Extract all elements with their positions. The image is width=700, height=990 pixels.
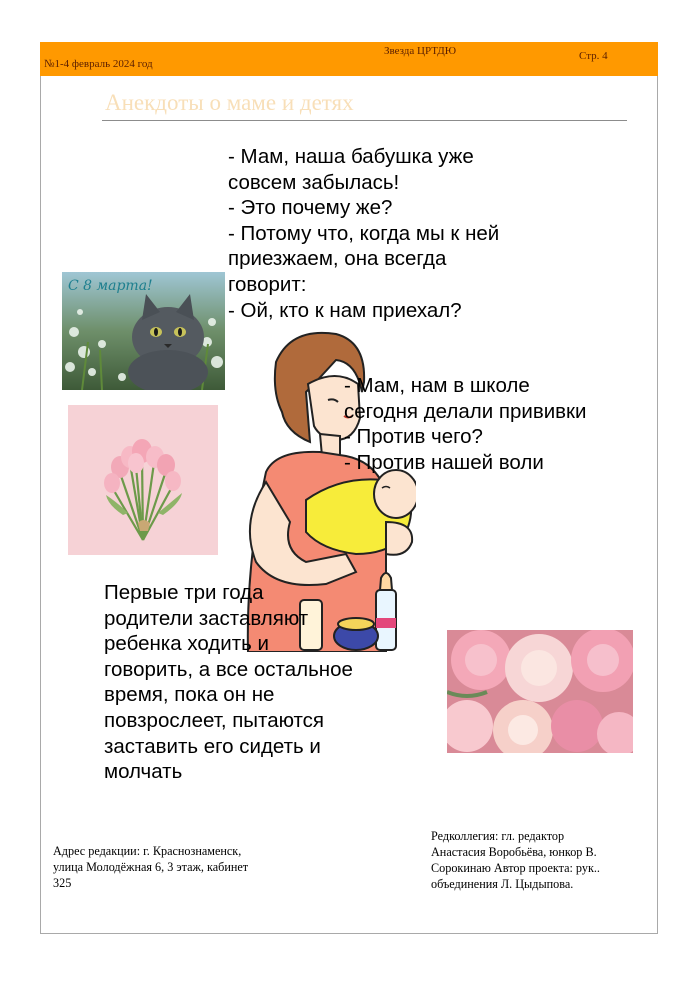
joke-grandma [228,144,499,323]
page-number: Стр. 4 [579,50,608,62]
header-bar [40,42,658,76]
peonies-image [447,630,633,753]
joke-line: заставить его сидеть и [104,734,321,758]
joke-line: время, пока он не [104,683,275,707]
joke-line: - Мам, нам в школе [344,374,530,397]
joke-line: - Ой, кто к нам приехал? [228,298,462,322]
editorial-line: объединения Л. Цыдыпова. [431,877,574,891]
joke-line: говорить, а все остальное [104,657,353,681]
address-line: 325 [53,876,72,890]
joke-line: ребенка ходить и [104,632,269,656]
title-underline [102,120,627,121]
editorial-line: Анастасия Воробьёва, юнкор В. [431,845,597,859]
editorial-line: Сорокинаю Автор проекта: рук.. [431,861,600,875]
newspaper-name: Звезда ЦРТДЮ [384,45,457,57]
editorial-line: Редколлегия: гл. редактор [431,829,565,843]
address-line: улица Молодёжная 6, 3 этаж, кабинет [53,860,249,874]
issue-date: №1-4 февраль 2024 год [44,58,153,70]
editorial-address [53,843,248,891]
joke-line: говорит: [228,272,307,296]
joke-line: совсем забылась! [228,170,400,194]
tulips-image [68,405,218,555]
joke-line: молчать [104,760,183,784]
joke-line: - Это почему же? [228,196,393,220]
joke-line: приезжаем, она всегда [228,247,447,271]
joke-line: родители заставляют [104,606,309,630]
address-line: Адрес редакции: г. Краснознаменск, [53,844,242,858]
joke-line: Первые три года [104,581,264,604]
joke-line: - Мам, наша бабушка уже [228,145,474,168]
joke-line: - Против нашей воли [344,450,544,474]
cat-greeting-card-image [62,272,225,390]
cat-card-caption: С 8 марта! [68,278,153,294]
joke-line: - Потому что, когда мы к ней [228,221,500,245]
joke-vaccination [344,373,586,475]
joke-line: повзрослеет, пытаются [104,708,325,732]
editorial-board [431,828,600,892]
joke-line: сегодня делали прививки [344,399,587,423]
joke-first-three-years [104,580,353,785]
joke-line: - Против чего? [344,425,483,449]
section-title: Анекдоты о маме и детях [105,90,354,115]
